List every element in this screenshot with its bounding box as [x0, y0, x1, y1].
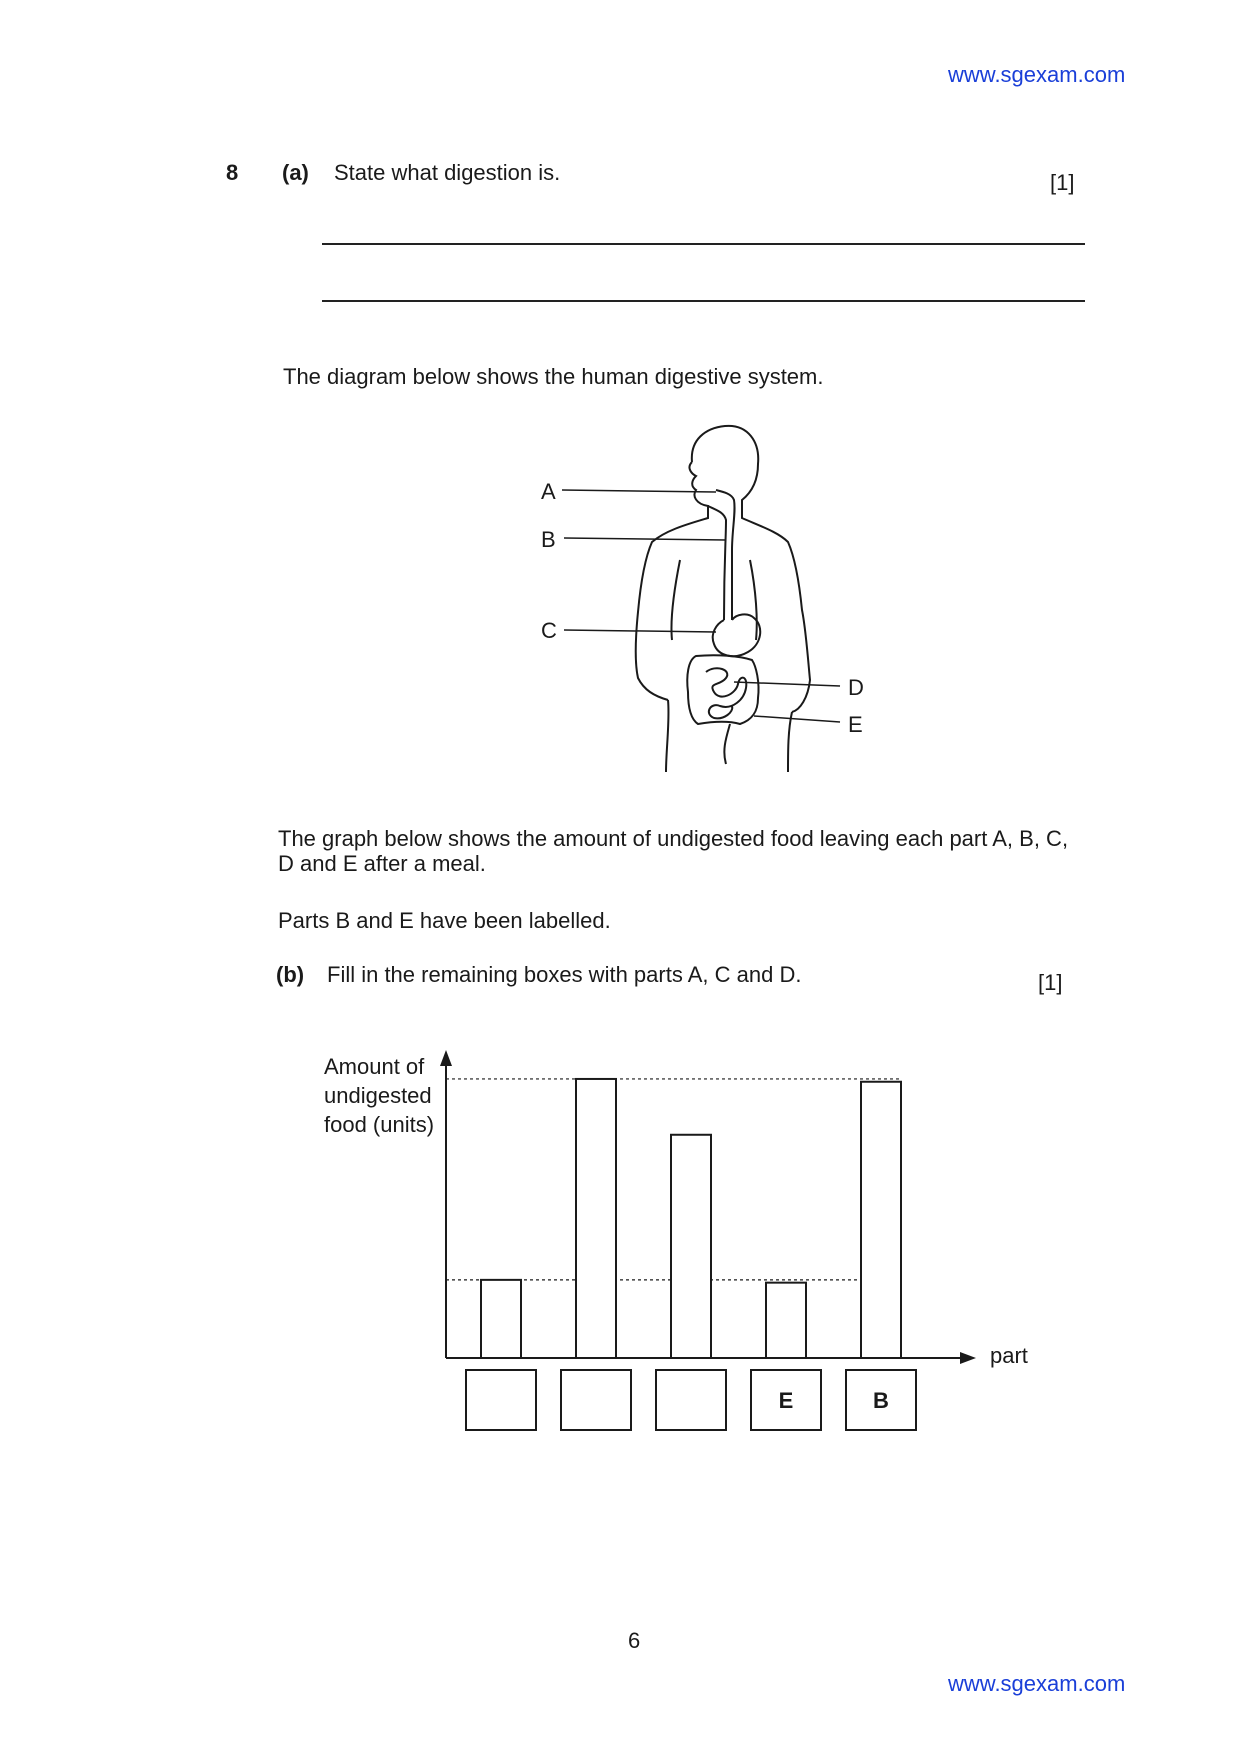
y-axis-label-line-1: Amount of: [324, 1054, 425, 1079]
bar-2: [576, 1079, 616, 1358]
part-a-marks: [1]: [1050, 170, 1075, 195]
diagram-label-d: D: [848, 675, 864, 700]
diagram-label-b: B: [541, 527, 556, 552]
watermark-top: www.sgexam.com: [948, 62, 1126, 87]
part-b-marks: [1]: [1038, 970, 1063, 995]
undigested-food-chart: [300, 1040, 1060, 1440]
part-box-2[interactable]: [561, 1370, 631, 1430]
graph-intro: The graph below shows the amount of undigested food leaving each part A, B, C, D and E after a meal.: [278, 826, 1069, 876]
bar-4: [766, 1283, 806, 1358]
part-box-1[interactable]: [466, 1370, 536, 1430]
labelled-note: Parts B and E have been labelled.: [278, 908, 611, 933]
x-axis-label: part: [990, 1343, 1028, 1368]
question-number: 8: [226, 160, 239, 185]
x-axis-arrow-icon: [960, 1352, 976, 1364]
bar-5: [861, 1082, 901, 1358]
watermark-bottom: www.sgexam.com: [948, 1671, 1126, 1696]
y-axis-arrow-icon: [440, 1050, 452, 1066]
bar-1: [481, 1280, 521, 1358]
small-intestine: [706, 668, 746, 718]
diagram-label-c: C: [541, 618, 557, 643]
bar-3: [671, 1135, 711, 1358]
page-number: 6: [628, 1628, 641, 1653]
part-b-text: Fill in the remaining boxes with parts A, C and D.: [327, 962, 802, 987]
part-a-label: (a): [282, 160, 309, 185]
y-axis-label-line-3: food (units): [324, 1112, 435, 1137]
answer-line-1[interactable]: [322, 243, 1085, 245]
part-box-3[interactable]: [656, 1370, 726, 1430]
answer-line-2[interactable]: [322, 300, 1085, 302]
y-axis-label-line-2: undigested: [324, 1083, 432, 1108]
digestive-system-diagram: [520, 420, 880, 780]
part-box-label-e: E: [778, 1388, 794, 1413]
diagram-label-e: E: [848, 712, 863, 737]
part-a-text: State what digestion is.: [334, 160, 561, 185]
large-intestine: [687, 655, 758, 724]
diagram-intro: The diagram below shows the human digestive system.: [283, 364, 824, 389]
stomach: [713, 614, 761, 656]
part-b-label: (b): [276, 962, 305, 987]
part-box-label-b: B: [873, 1388, 889, 1413]
diagram-label-a: A: [541, 479, 556, 504]
